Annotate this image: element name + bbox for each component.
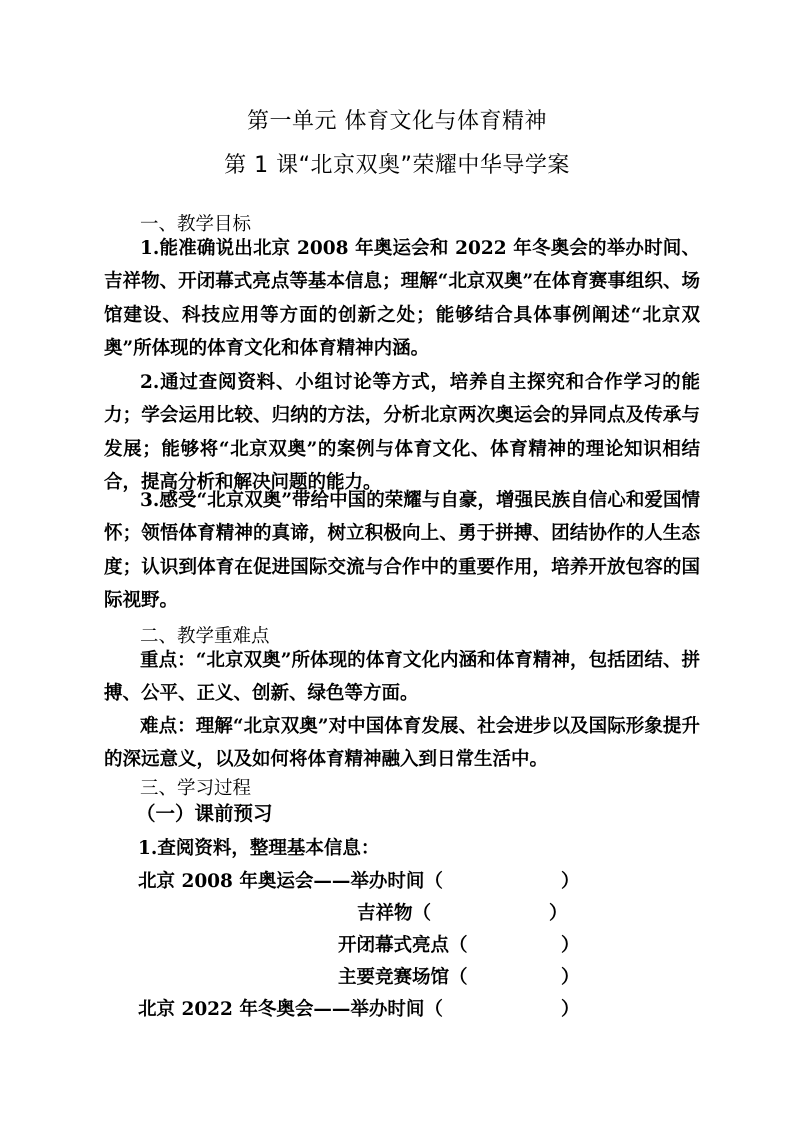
fill-close-paren: ） (561, 871, 580, 892)
fill-label: 北京 2022 年冬奥会——举办时间（ (138, 999, 443, 1020)
key-point: 重点：“北京双奥”所体现的体育文化内涵和体育精神，包括团结、拼搏、公平、正义、创新、绿色等方面。 (104, 650, 700, 705)
preview-task: 1.查阅资料，整理基本信息： (138, 838, 380, 859)
objective-3: 3.感受“北京双奥”带给中国的荣耀与自豪，增强民族自信心和爱国情怀；领悟体育精神的真谛，树立积极向上、勇于拼搏、团结协作的人生态度；认识到体育在促进国际交流与合作中的重要作用，培养开放包容的国际视野。 (104, 490, 700, 612)
subsection-heading-preview: （一）课前预习 (136, 802, 273, 825)
section-heading-objectives: 一、教学目标 (140, 214, 252, 235)
fill-close-paren: ） (561, 935, 580, 956)
difficult-point: 难点：理解“北京双奥”对中国体育发展、社会进步以及国际形象提升的深远意义，以及如何将体育精神融入到日常生活中。 (104, 716, 700, 771)
fill-close-paren: ） (549, 903, 568, 924)
fill-close-paren: ） (561, 967, 580, 988)
section-heading-key-points: 二、教学重难点 (140, 626, 270, 647)
page-title: 第一单元 体育文化与体育精神 (247, 109, 547, 134)
fill-label: 吉祥物（ (357, 903, 432, 924)
fill-label: 主要竞赛场馆（ (338, 967, 468, 988)
page-subtitle: 第 1 课“北京双奥”荣耀中华导学案 (224, 153, 570, 178)
section-heading-process: 三、学习过程 (140, 778, 252, 799)
objective-1: 1.能准确说出北京 2008 年奥运会和 2022 年冬奥会的举办时间、吉祥物、开闭幕式亮点等基本信息；理解“北京双奥”在体育赛事组织、场馆建设、科技应用等方面的创新之处；能够结合具体事例阐述“北京双奥”所体现的体育文化和体育精神内涵。 (104, 238, 700, 360)
objective-2: 2.通过查阅资料、小组讨论等方式，培养自主探究和合作学习的能力；学会运用比较、归纳的方法，分析北京两次奥运会的异同点及传承与发展；能够将“北京双奥”的案例与体育文化、体育精神的理论知识相结合，提高分析和解决问题的能力。 (104, 372, 700, 494)
fill-label: 开闭幕式亮点（ (338, 935, 468, 956)
fill-label: 北京 2008 年奥运会——举办时间（ (138, 871, 443, 892)
fill-close-paren: ） (561, 999, 580, 1020)
